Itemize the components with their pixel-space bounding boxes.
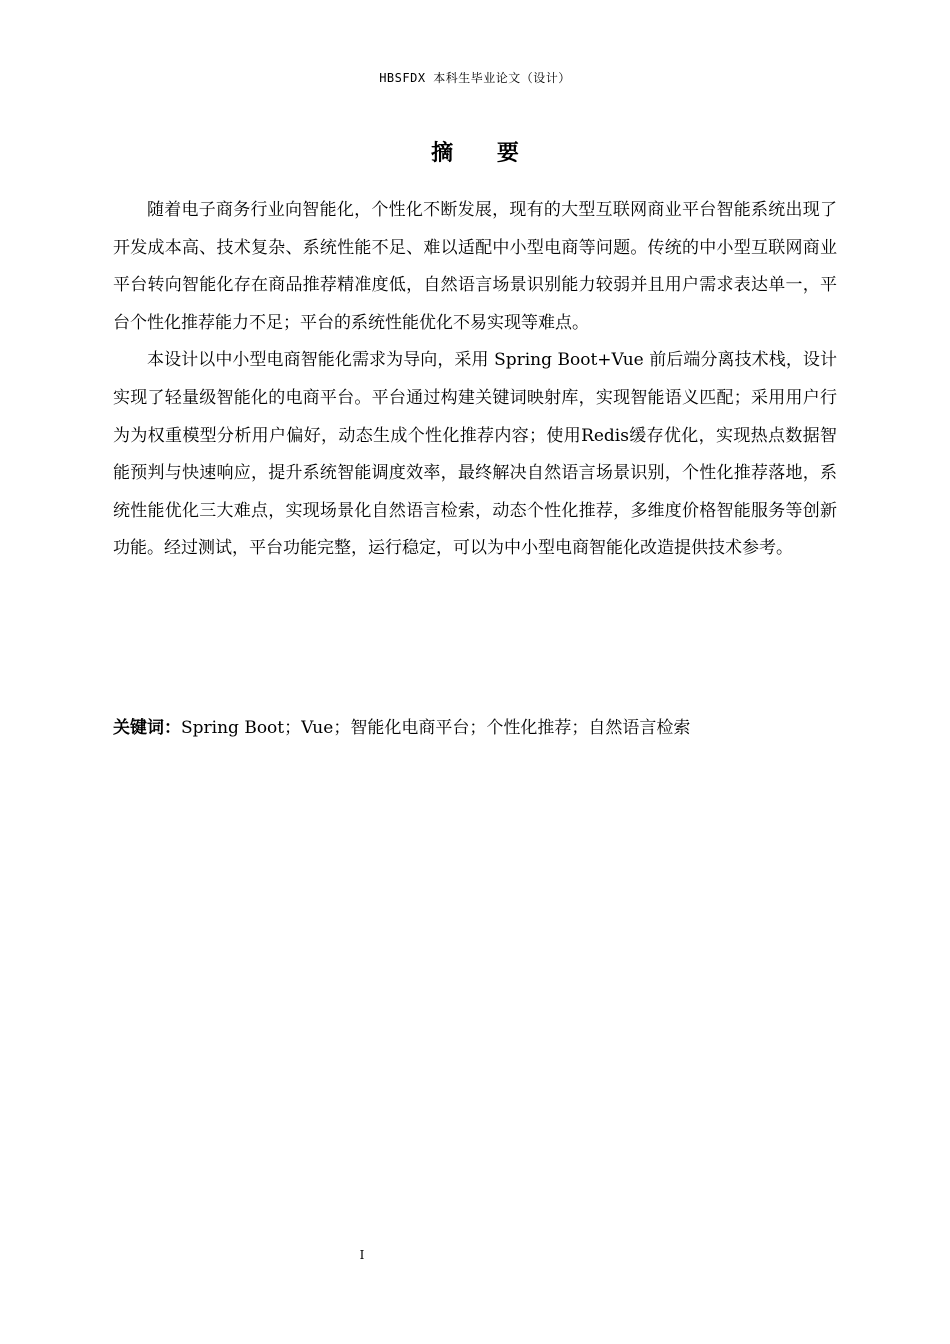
abstract-paragraph-1: 随着电子商务行业向智能化，个性化不断发展，现有的大型互联网商业平台智能系统出现了开发成本高、技术复杂、系统性能不足、难以适配中小型电商等问题。传统的中小型互联网商业平台转向智能化存在商品推荐精准度低，自然语言场景识别能力较弱并且用户需求表达单一，平台个性化推荐能力不足；平台的系统性能优化不易实现等难点。 — [113, 200, 837, 333]
running-header: HBSFDX 本科生毕业论文（设计） — [379, 71, 571, 85]
keywords-text: Spring Boot；Vue；智能化电商平台；个性化推荐；自然语言检索 — [181, 718, 691, 738]
abstract-paragraph-2: 本设计以中小型电商智能化需求为导向，采用 Spring Boot+Vue 前后端分离技术栈，设计实现了轻量级智能化的电商平台。平台通过构建关键词映射库，实现智能语义匹配；采用用户行为为权重模型分析用户偏好，动态生成个性化推荐内容；使用Redis缓存优化，实现热点数据智能预判与快速响应，提升系统智能调度效率，最终解决自然语言场景识别，个性化推荐落地，系统性能优化三大难点，实现场景化自然语言检索，动态个性化推荐，多维度价格智能服务等创新功能。经过测试，平台功能完整，运行稳定，可以为中小型电商智能化改造提供技术参考。 — [113, 350, 837, 559]
page-number: I — [359, 1248, 365, 1262]
abstract-body — [113, 192, 837, 568]
keywords-line — [113, 712, 837, 744]
keywords-label: 关键词： — [113, 718, 181, 738]
abstract-title: 摘 要 — [431, 141, 537, 166]
